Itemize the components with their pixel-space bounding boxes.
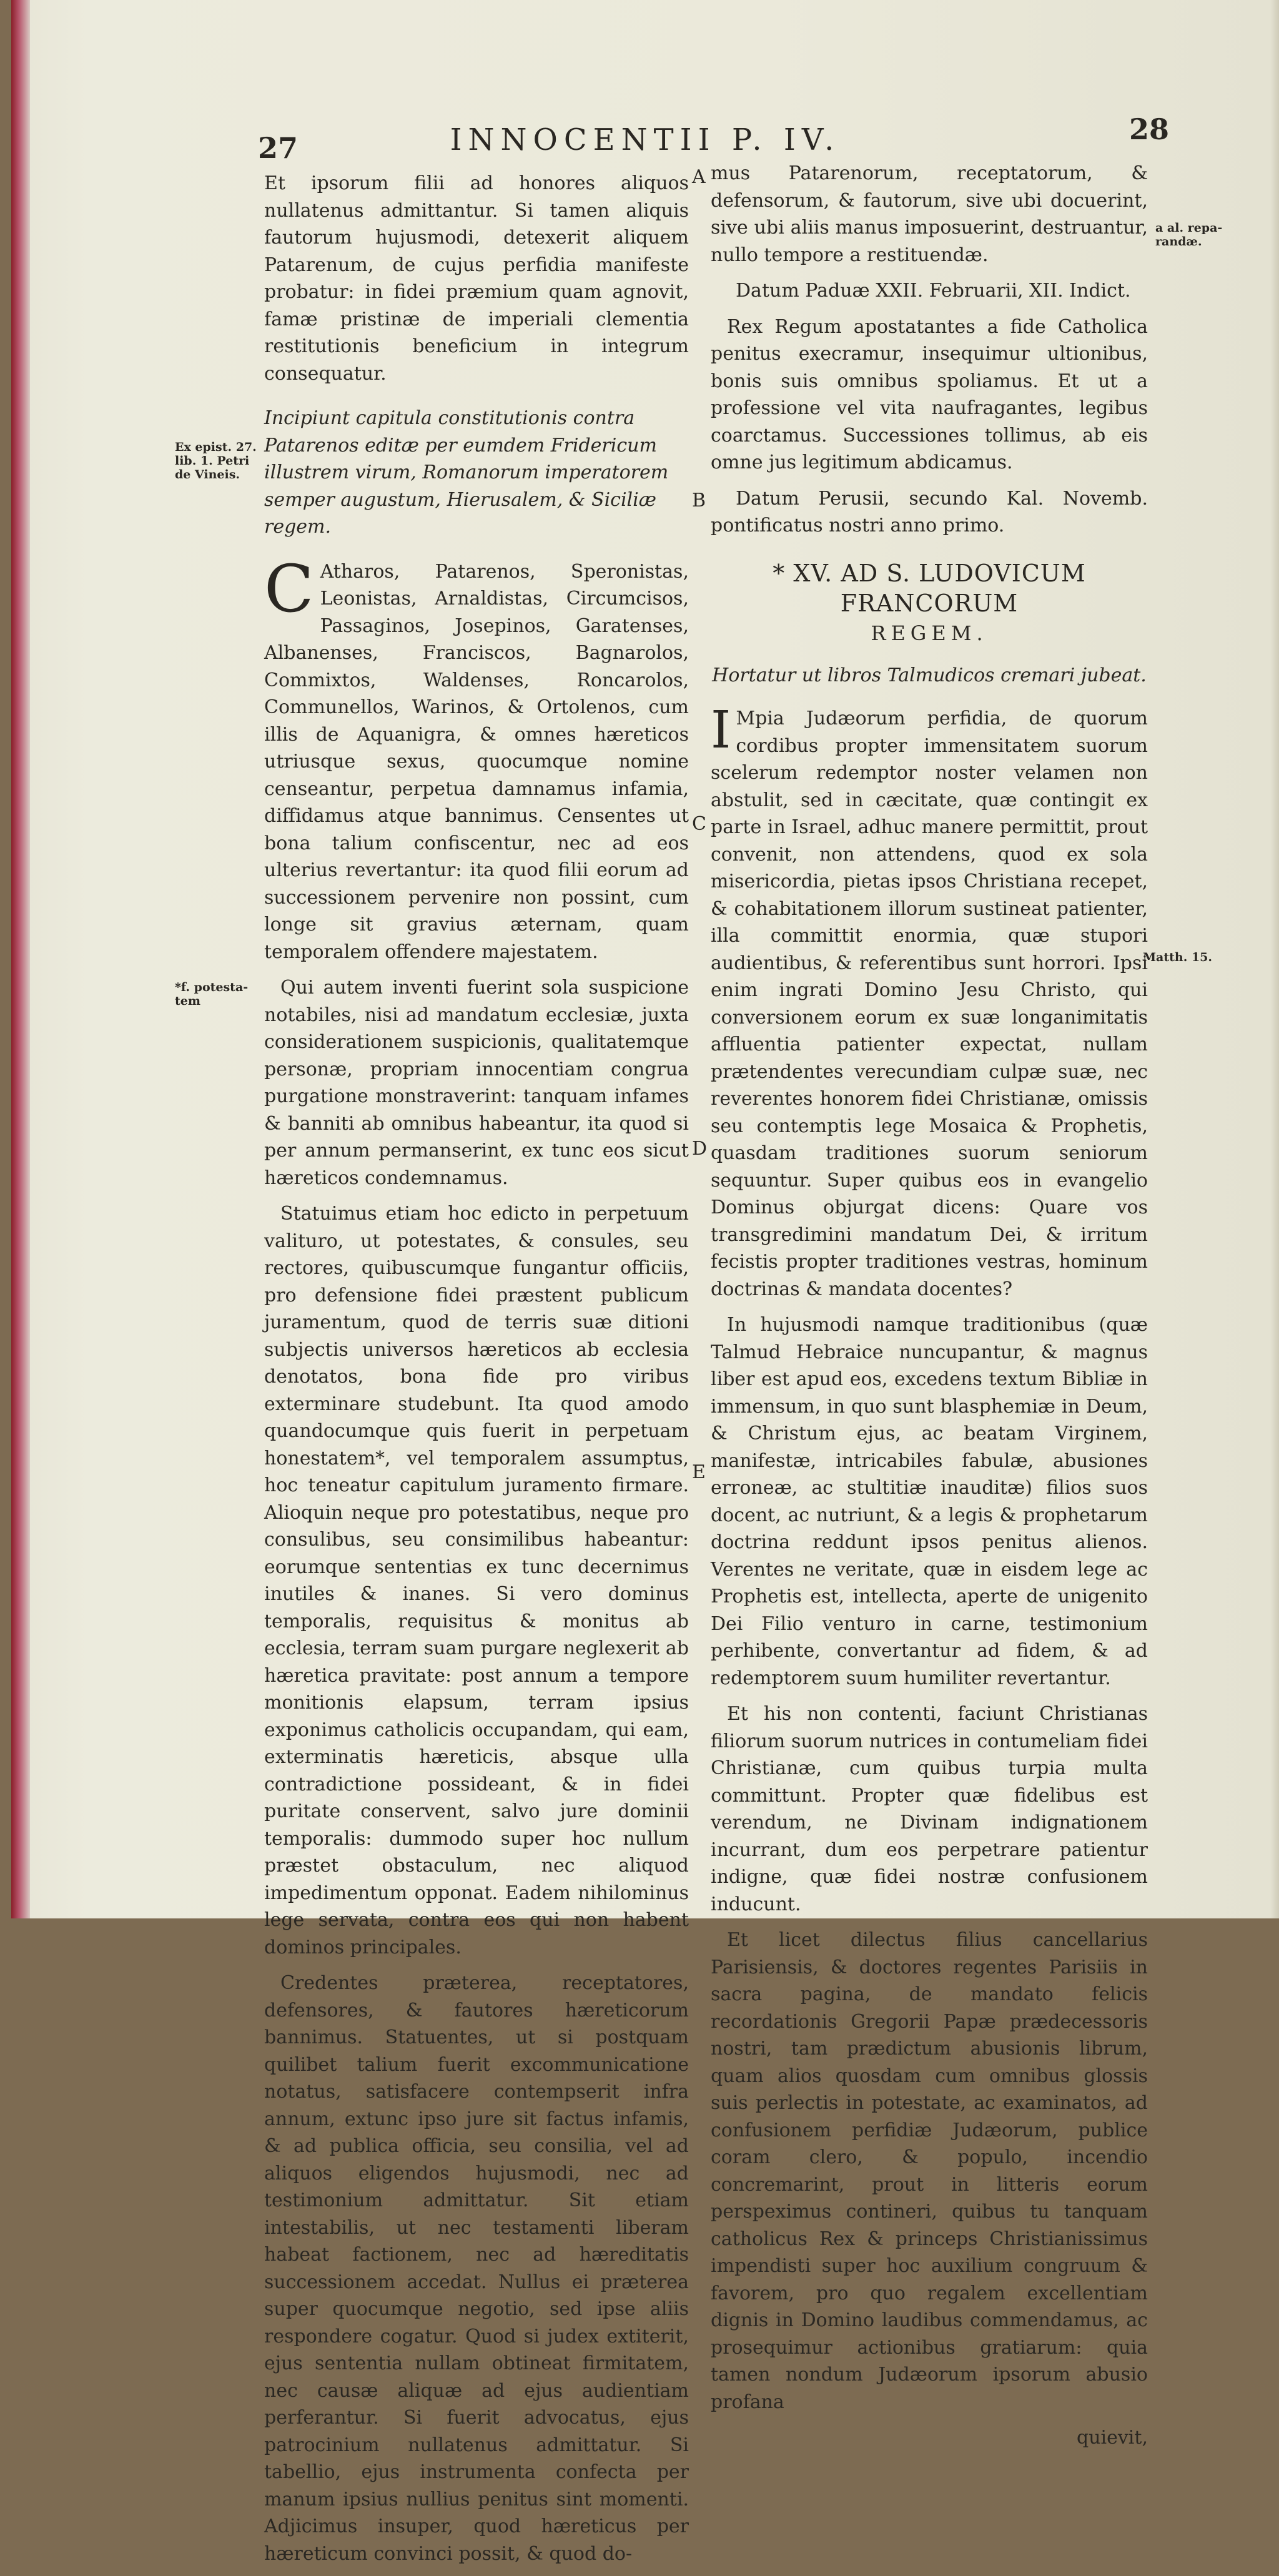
section-marker-d: D bbox=[692, 1138, 708, 1160]
book-binding bbox=[11, 0, 30, 1918]
right-paragraph-2: Rex Regum apostatantes a fide Catholica penitus execramur, insequimur ultionibus, bonis suis omnibus spoliamus. Et ut a professione vel vita naufragantes, legibus coarctamus. Successiones tollimus, ab eis omne jus legitimum abdicamus. bbox=[711, 315, 1148, 473]
date-line-1: Datum Paduæ XXII. Februarii, XII. Indict. bbox=[736, 280, 1131, 302]
drop-capital-c: C bbox=[264, 550, 314, 627]
letter-heading bbox=[711, 558, 1148, 648]
running-head: INNOCENTII P. IV. bbox=[450, 122, 841, 157]
constitution-caption: Incipiunt capitula constitutionis contra Patarenos editæ per eumdem Fridericum illustrem virum, Romanorum imperatorem semper augustum, Hierusalem, & Siciliæ regem. bbox=[264, 407, 669, 538]
left-column bbox=[264, 170, 689, 2576]
letter-heading-sub: REGEM. bbox=[871, 621, 988, 645]
drop-capital-i: I bbox=[711, 701, 731, 760]
page-number-left: 27 bbox=[258, 131, 299, 165]
section-marker-c: C bbox=[692, 813, 706, 835]
letter-summary: Hortatur ut libros Talmudicos cremari jubeat. bbox=[712, 664, 1147, 686]
section-marker-b: B bbox=[692, 490, 706, 511]
right-paragraph-1: mus Patarenorum, receptatorum, & defensorum, & fautorum, sive ubi docuerint, sive ubi aliis manus imposuerint, destruantur, nullo tempore a restituendæ. bbox=[711, 162, 1148, 266]
section-marker-e: E bbox=[692, 1461, 706, 1483]
right-paragraph-3-text: Mpia Judæorum perfidia, de quorum cordibus propter immensitatem suorum scelerum redemptor noster velamen non abstulit, sed in cæcitate, quæ contingit ex parte in Israel, adhuc manere permittit, prout convenit, non attendens, quod ex sola misericordia, pietas ipsos Christiana recepet, & cohabitationem illorum sustineat patienter, illa committit enormia, quæ stupori audientibus, & referentibus sunt horrori. Ipsi enim ingrati Domino Jesu Christo, qui conversionem eorum ex suæ longanimitatis affluentia patienter expectat, nullam prætendentes verecundiam culpæ suæ, nec reverentes honorem fidei Christianæ, omissis seu contemptis lege Mosaica & Prophetis, quasdam traditiones suorum seniorum sequuntur. Super quibus eos in evangelio Dominus objurgat dicens: Quare vos transgredimini mandatum Dei, & irritum fecistis propter traditiones vestras, hominum doctrinas & mandata docentes? bbox=[711, 708, 1148, 1300]
page-header bbox=[11, 106, 1279, 165]
margin-note-variant-right: a al. repa- randæ. bbox=[1155, 221, 1223, 249]
left-paragraph-1: Et ipsorum filii ad honores aliquos nullatenus admittantur. Si tamen aliquis fautorum hujusmodi, detexerit aliquem Patarenum, de cujus perfidia manifeste probatur: in fidei præmium quam agnovit, famæ pristinæ de imperiali clementia restitutionis beneficium in integrum consequatur. bbox=[264, 172, 689, 385]
letter-heading-title: * XV. AD S. LUDOVICUM FRANCORUM bbox=[773, 559, 1086, 617]
left-paragraph-2 bbox=[264, 550, 689, 966]
date-line-2: Datum Perusii, secundo Kal. Novemb. pontificatus nostri anno primo. bbox=[711, 487, 1148, 536]
left-paragraph-4: Statuimus etiam hoc edicto in perpetuum valituro, ut potestates, & consules, seu rectores, quibuscumque fungantur officiis, pro defensione fidei præstent publicum juramentum, quod de terris suæ ditioni subjectis universos hæreticos ab ecclesia denotatos, bona fide pro viribus exterminare studebunt. Ita quod amodo quandocumque quis fuerit in perpetuam honestatem*, vel temporalem assumptus, hoc teneatur capitulum juramento firmare. Alioquin neque pro potestatibus, neque pro consulibus, seu consimilibus habeantur: eorumque sententias ex tunc decernimus inutiles & inanes. Si vero dominus temporalis, requisitus & monitus ab ecclesia, terram suam purgare neglexerit ab hæretica pravitate: post annum a tempore monitionis elapsum, terram ipsius exponimus catholicis occupandam, qui eam, exterminatis hæreticis, absque ulla contradictione possideant, & in fidei puritate conservent, salvo jure dominii temporalis: dummodo super hoc nullum præstet obstaculum, nec aliquod impedimentum opponat. Eadem nihilominus lege servata, contra eos qui non habent dominos principales. bbox=[264, 1203, 689, 1958]
right-paragraph-6: Et licet dilectus filius cancellarius Parisiensis, & doctores regentes Parisiis in sacra pagina, de mandato felicis recordationis Gregorii Papæ prædecessoris nostri, tam prædictum abusionis librum, quam alios quosdam cum omnibus glossis suis perlectis in potestate, ac examinatos, ad confusionem perfidiæ Judæorum, publice coram clero, & populo, incendio concremarint, prout in litteris eorum perspeximus contineri, quibus tu tanquam catholicus Rex & princeps Christianissimus impendisti super hoc auxilium congruum & favorem, pro quo regalem excellentiam dignis in Domino laudibus commendamus, ac prosequimur actionibus gratiarum: quia tamen nondum Judæorum ipsorum abusio profana bbox=[711, 1929, 1148, 2413]
page-edge bbox=[1270, 0, 1279, 1918]
margin-note-variant: *f. potesta- tem bbox=[175, 980, 249, 1008]
page-number-right: 28 bbox=[1129, 112, 1170, 146]
left-paragraph-2-text: Atharos, Patarenos, Speronistas, Leonistas, Arnaldistas, Circumcisos, Passaginos, Josepinos, Garatenses, Albanenses, Franciscos, Bagnarolos, Commixtos, Waldenses, Roncarolos, Communellos, Warinos, & Ortolenos, cum illis de Aquanigra, & omnes hæreticos utriusque sexus, quocumque nomine censeantur, perpetua damnamus infamia, diffidamus atque bannimus. Censentes ut bona talium confiscentur, nec ad eos ulterius revertantur: ita quod filii eorum ad successionem pervenire non possint, cum longe sit gravius æternam, quam temporalem offendere majestatem. bbox=[264, 560, 689, 963]
catchword: quievit, bbox=[1076, 2427, 1148, 2449]
section-marker-a: A bbox=[692, 166, 706, 188]
book-page bbox=[11, 0, 1279, 2565]
right-paragraph-3 bbox=[711, 701, 1148, 1303]
margin-note-source: Ex epist. 27. lib. 1. Petri de Vineis. bbox=[175, 440, 257, 481]
left-paragraph-5: Credentes præterea, receptatores, defensores, & fautores hæreticorum bannimus. Statuentes, ut si postquam quilibet talium fuerit excommunicatione notatus, satisfacere contempserit infra annum, extunc ipso jure sit factus infamis, & ad publica officia, seu consilia, vel ad aliquos eligendos hujusmodi, nec ad testimonium admittatur. Sit etiam intestabilis, ut nec testamenti liberam habeat factionem, nec ad hæreditatis successionem accedat. Nullus ei præterea super quocumque negotio, sed ipse aliis respondere cogatur. Quod si judex extiterit, ejus sententia nullam obtineat firmitatem, nec causæ aliquæ ad ejus audientiam perferantur. Si fuerit advocatus, ejus patrocinium nullatenus admittatur. Si tabellio, ejus instrumenta confecta per manum ipsius nullius penitus sint momenti. Adjicimus insuper, quod hæreticus per hæreticum convinci possit, & quod do- bbox=[264, 1972, 689, 2565]
right-paragraph-4: In hujusmodi namque traditionibus (quæ Talmud Hebraice nuncupantur, & magnus liber est apud eos, excedens textum Bibliæ in immensum, in quo sunt blasphemiæ in Deum, & Christum ejus, ac beatam Virginem, manifestæ, intricabiles fabulæ, abusiones erroneæ, ac stultitiæ inauditæ) filios suos docent, ac nutriunt, & a legis & prophetarum doctrina reddunt ipsos penitus alienos. Verentes ne veritate, quæ in eisdem lege ac Prophetis est, intellecta, aperte de unigenito Dei Filio venturo in carne, testimonium perhibente, convertantur ad fidem, & ad redemptorem suum humiliter revertantur. bbox=[711, 1314, 1148, 1689]
left-paragraph-3: Qui autem inventi fuerint sola suspicione notabiles, nisi ad mandatum ecclesiæ, juxta considerationem suspicionis, qualitatemque personæ, propriam innocentiam congrua purgatione monstraverint: tanquam infames & banniti ab omnibus habeantur, ita quod si per annum permanserint, ex tunc eos sicut hæreticos condemnamus. bbox=[264, 977, 689, 1189]
right-column bbox=[711, 160, 1148, 2452]
margin-note-reference: Matth. 15. bbox=[1143, 950, 1212, 964]
right-paragraph-5: Et his non contenti, faciunt Christianas filiorum suorum nutrices in contumeliam fidei Christianæ, cum quibus turpia multa committunt. Propter quæ fidelibus est verendum, ne Divinam indignationem incurrant, dum eos perpetrare patientur indigne, quæ fidei nostræ confusionem inducunt. bbox=[711, 1703, 1148, 1915]
